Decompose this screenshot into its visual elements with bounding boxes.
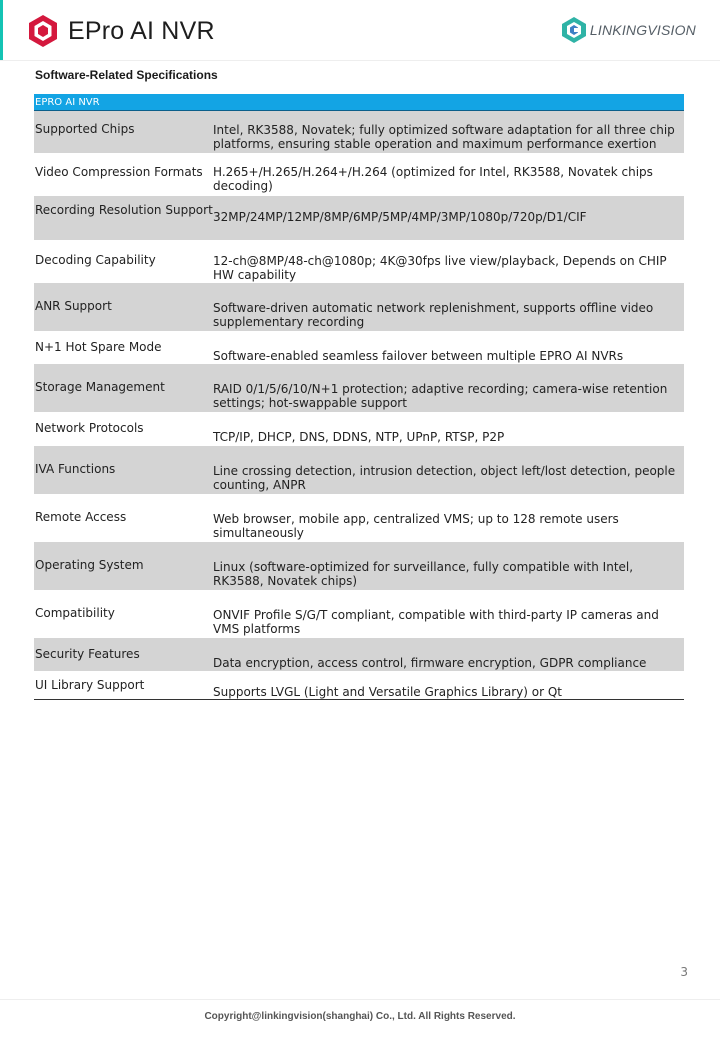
table-row — [34, 590, 684, 638]
row-label: Recording Resolution Support — [35, 203, 213, 217]
copyright-text: Copyright@linkingvision(shanghai) Co., Ltd. All Rights Reserved. — [204, 1011, 516, 1022]
section-title: Software-Related Specifications — [35, 68, 218, 82]
page-footer — [0, 999, 720, 1041]
spec-table-header: EPRO AI NVR — [34, 94, 684, 111]
table-row — [34, 671, 684, 699]
row-value: Linux (software-optimized for surveillance, fully compatible with Intel, RK3588, Novatek chips) — [213, 560, 634, 588]
brand — [26, 13, 215, 49]
row-value: TCP/IP, DHCP, DNS, DDNS, NTP, UPnP, RTSP, P2P — [213, 430, 505, 444]
row-label: UI Library Support — [35, 678, 145, 692]
row-value: ONVIF Profile S/G/T compliant, compatible with third-party IP cameras and VMS platforms — [213, 608, 659, 636]
epro-logo-icon — [26, 14, 60, 48]
brand-title: EPro AI NVR — [68, 16, 215, 45]
table-row — [34, 240, 684, 283]
row-value: Intel, RK3588, Novatek; fully optimized software adaptation for all three chip platforms, ensuring stable operation and maximum performance exertion — [213, 123, 675, 151]
row-value: 12-ch@8MP/48-ch@1080p; 4K@30fps live view/playback, Depends on CHIP HW capability — [213, 254, 667, 282]
row-label: Decoding Capability — [35, 253, 156, 267]
table-row — [34, 283, 684, 331]
page-number: 3 — [680, 965, 688, 979]
row-value: RAID 0/1/5/6/10/N+1 protection; adaptive recording; camera-wise retention settings; hot-swappable support — [213, 382, 668, 410]
row-value: Software-driven automatic network replenishment, supports offline video supplementary recording — [213, 301, 654, 329]
row-value: 32MP/24MP/12MP/8MP/6MP/5MP/4MP/3MP/1080p/720p/D1/CIF — [213, 210, 587, 224]
row-label: ANR Support — [35, 299, 112, 313]
row-label: Storage Management — [35, 380, 165, 394]
row-value: Web browser, mobile app, centralized VMS; up to 128 remote users simultaneously — [213, 512, 619, 540]
page-header — [0, 0, 720, 61]
row-label: IVA Functions — [35, 462, 116, 476]
table-row — [34, 364, 684, 412]
linkingvision-logo-icon — [561, 16, 587, 44]
table-row — [34, 446, 684, 494]
row-value: Data encryption, access control, firmware encryption, GDPR compliance — [213, 656, 647, 670]
table-row — [34, 153, 684, 196]
row-value: H.265+/H.265/H.264+/H.264 (optimized for Intel, RK3588, Novatek chips decoding) — [213, 165, 653, 193]
table-row — [34, 494, 684, 542]
table-row — [34, 111, 684, 153]
row-label: Compatibility — [35, 606, 115, 620]
row-label: Network Protocols — [35, 421, 144, 435]
row-label: Supported Chips — [35, 122, 135, 136]
row-label: Video Compression Formats — [35, 165, 203, 179]
table-row — [34, 196, 684, 240]
row-label: Security Features — [35, 647, 140, 661]
row-label: Remote Access — [35, 510, 127, 524]
row-value: Supports LVGL (Light and Versatile Graphics Library) or Qt — [213, 685, 562, 699]
header-accent-bar — [0, 0, 3, 60]
row-value: Line crossing detection, intrusion detection, object left/lost detection, people counting, ANPR — [213, 464, 676, 492]
partner-brand — [561, 15, 696, 45]
table-row — [34, 542, 684, 590]
table-row — [34, 412, 684, 446]
table-row — [34, 331, 684, 364]
row-label: N+1 Hot Spare Mode — [35, 340, 162, 354]
table-row — [34, 638, 684, 671]
row-value: Software-enabled seamless failover between multiple EPRO AI NVRs — [213, 349, 624, 363]
spec-table — [34, 94, 684, 700]
row-label: Operating System — [35, 558, 144, 572]
partner-name: LINKINGVISION — [589, 22, 696, 38]
